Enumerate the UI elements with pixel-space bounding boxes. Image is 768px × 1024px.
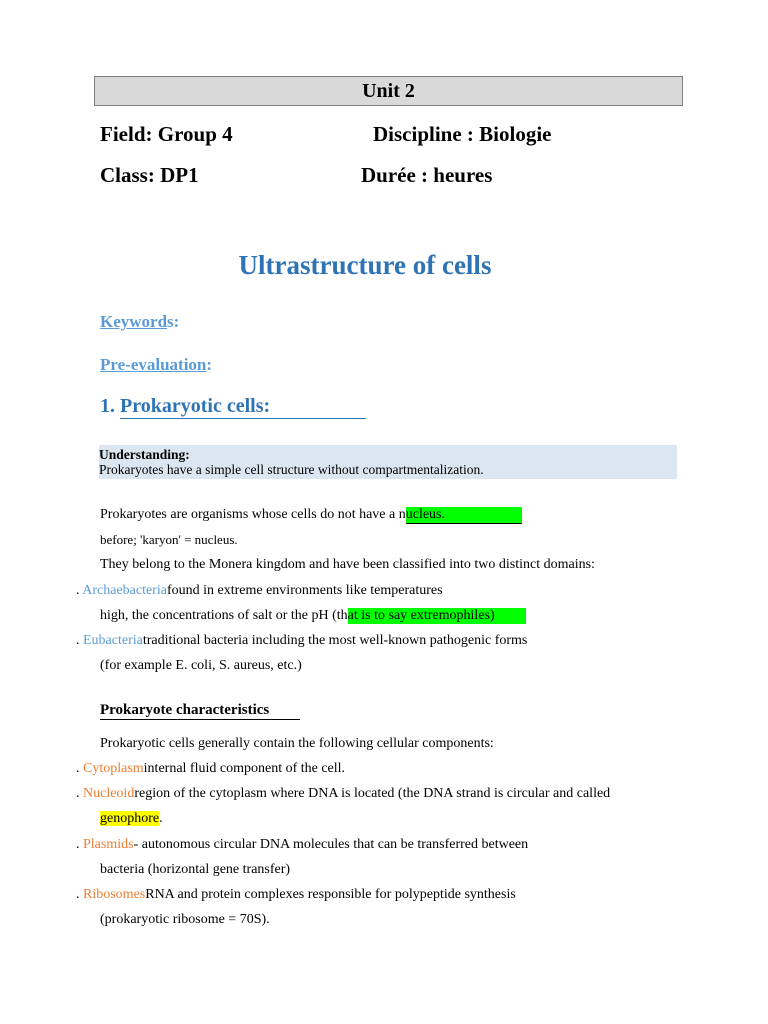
plasmids-cont: bacteria (horizontal gene transfer): [100, 862, 291, 877]
eubac-desc: traditional bacteria including the most well-known pathogenic forms: [142, 633, 528, 648]
eubac-bullet: .: [76, 633, 83, 648]
understanding-text: Prokaryotes have a simple cell structure without compartmentalization.: [99, 462, 484, 477]
item-desc: RNA and protein complexes responsible for polypeptide synthesis: [145, 887, 516, 902]
list-item-ribosomes: [76, 887, 516, 903]
section-1-label-underline: [120, 395, 366, 419]
item-desc: - autonomous circular DNA molecules that can be transferred between: [133, 837, 529, 852]
unit-title: Unit 2: [362, 80, 415, 102]
item-bullet: .: [76, 837, 83, 852]
nucleoid-cont-end: .: [159, 811, 163, 826]
item-desc: internal fluid component of the cell.: [143, 761, 346, 776]
item-term: Ribosomes: [83, 887, 146, 902]
duree-label: Durée : heures: [361, 163, 493, 187]
pre-evaluation-underlined: Pre-evaluation: [100, 355, 207, 374]
nucleoid-cont: [100, 811, 163, 827]
characteristics-intro: Prokaryotic cells generally contain the following cellular components:: [100, 736, 494, 751]
paragraph-2: before; 'karyon' = nucleus.: [100, 532, 238, 547]
genophore-highlight: genophore: [100, 811, 160, 826]
archae-cont-highlight: [348, 608, 526, 624]
archae-term: Archaebacteria: [82, 583, 167, 598]
item-bullet: .: [76, 761, 83, 776]
archae-cont-hl-text: at is to say extremophiles): [347, 608, 495, 623]
item-bullet: .: [76, 786, 83, 801]
understanding-box: [99, 445, 677, 479]
archaebacteria-cont: [100, 608, 526, 624]
keywords-underlined: Keyword: [100, 312, 168, 331]
paragraph-3: They belong to the Monera kingdom and have been classified into two distinct domains:: [100, 557, 595, 572]
list-item-plasmids: [76, 837, 528, 853]
characteristics-heading-underline: [100, 702, 300, 720]
discipline-label: Discipline : Biologie: [373, 122, 552, 146]
archae-cont-pre: high, the concentrations of salt or the pH (th: [100, 608, 348, 623]
archae-bullet: .: [76, 583, 83, 598]
field-label: Field: Group 4: [100, 122, 233, 146]
class-label: Class: DP1: [100, 163, 199, 187]
unit-title-box: [94, 76, 683, 106]
eubac-term: Eubacteria: [83, 633, 143, 648]
section-1-label: Prokaryotic cells:: [120, 395, 271, 417]
item-bullet: .: [76, 887, 83, 902]
eubacteria-cont: (for example E. coli, S. aureus, etc.): [100, 658, 302, 673]
archae-desc: found in extreme environments like temperatures: [166, 583, 443, 598]
section-1-heading: [100, 395, 366, 419]
list-item-cytoplasm: [76, 761, 345, 777]
p1-highlight-text: ucleus.: [405, 507, 445, 522]
characteristics-heading: [100, 702, 300, 720]
list-item-nucleoid: [76, 786, 610, 802]
p1-highlight: [406, 507, 522, 524]
item-desc: region of the cytoplasm where DNA is located (the DNA strand is circular and called: [134, 786, 611, 801]
eubacteria-line: [76, 633, 527, 649]
characteristics-heading-text: Prokaryote characteristics: [100, 702, 270, 718]
keywords-heading: [100, 312, 179, 332]
understanding-label: Understanding:: [99, 447, 190, 462]
p1-pre: Prokaryotes are organisms whose cells do not have a n: [100, 507, 406, 522]
pre-evaluation-heading: [100, 355, 212, 375]
keywords-rest: s:: [167, 312, 180, 331]
archaebacteria-line: [76, 583, 443, 599]
paragraph-1: [100, 507, 522, 524]
item-term: Cytoplasm: [83, 761, 144, 776]
item-term: Plasmids: [83, 837, 134, 852]
ribosomes-cont: (prokaryotic ribosome = 70S).: [100, 912, 270, 927]
page-title: Ultrastructure of cells: [238, 250, 492, 280]
section-1-number: 1.: [100, 395, 115, 417]
pre-evaluation-rest: :: [206, 355, 213, 374]
item-term: Nucleoid: [83, 786, 135, 801]
